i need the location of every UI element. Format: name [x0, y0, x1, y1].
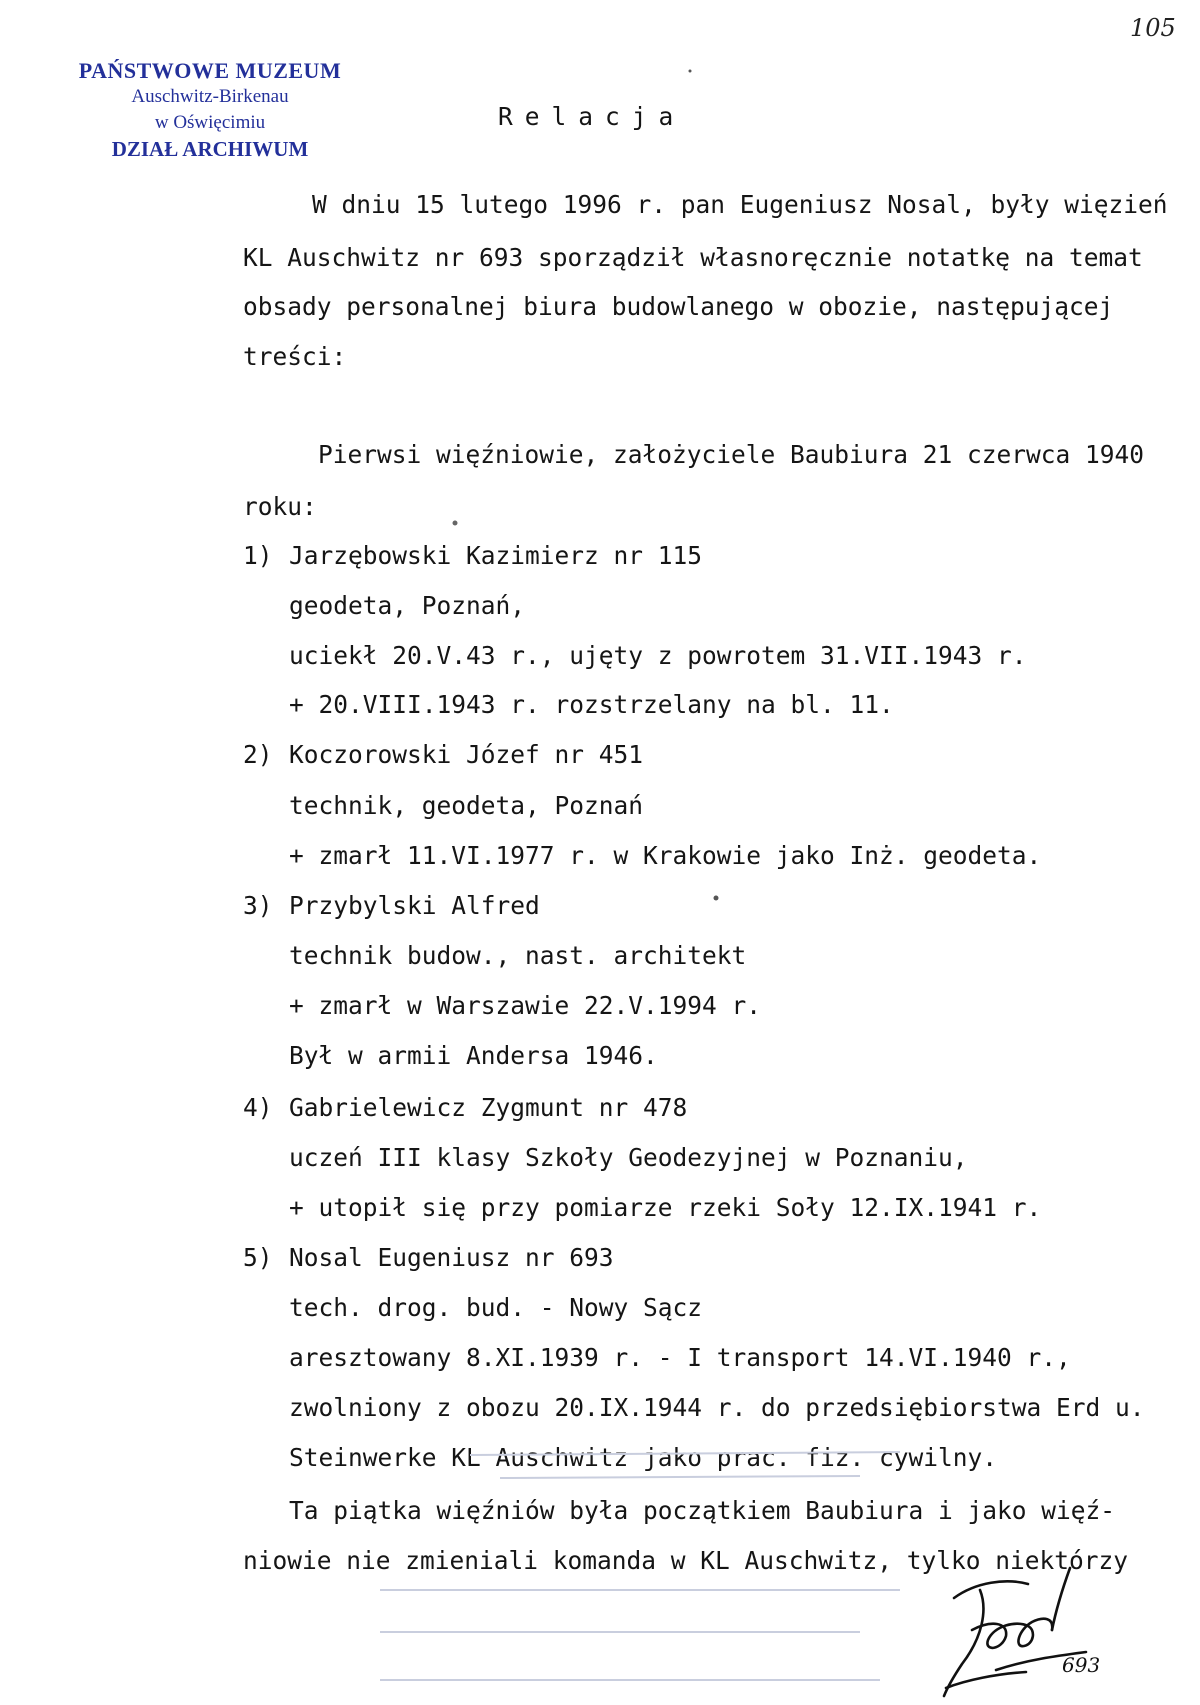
stamp-line-name: Auschwitz-Birkenau: [131, 86, 289, 107]
page-number: 105: [1130, 14, 1176, 42]
entry-name: Gabrielewicz Zygmunt nr 478: [289, 1093, 688, 1122]
intro-line: KL Auschwitz nr 693 sporządził własnoręcznie notatkę na temat: [243, 243, 1143, 272]
lead-line: Pierwsi więźniowie, założyciele Baubiura 21 czerwca 1940: [318, 440, 1145, 469]
entry-number: 1): [243, 541, 273, 570]
intro-line: W dniu 15 lutego 1996 r. pan Eugeniusz Nosal, były więzień: [312, 190, 1168, 219]
closing-line: Ta piątka więźniów była początkiem Baubiura i jako więź-: [289, 1496, 1116, 1525]
entry-name: Jarzębowski Kazimierz nr 115: [289, 541, 703, 570]
entry-detail: + utopił się przy pomiarze rzeki Soły 12.IX.1941 r.: [289, 1193, 1042, 1222]
entry-detail: zwolniony z obozu 20.IX.1944 r. do przedsiębiorstwa Erd u.: [289, 1393, 1145, 1422]
entry-detail: Był w armii Andersa 1946.: [289, 1041, 658, 1070]
stamp-line-city: w Oświęcimiu: [154, 112, 266, 133]
entry-number: 2): [243, 740, 273, 769]
entry-name: Nosal Eugeniusz nr 693: [289, 1243, 614, 1272]
entry-detail: technik budow., nast. architekt: [289, 941, 747, 970]
lead-line: roku:: [243, 492, 317, 521]
entry-number: 3): [243, 891, 273, 920]
entry-detail: uczeń III klasy Szkoły Geodezyjnej w Poznaniu,: [289, 1143, 968, 1172]
handwritten-signature: [936, 1560, 1106, 1700]
entry-detail: tech. drog. bud. - Nowy Sącz: [289, 1293, 703, 1322]
entry-detail: + 20.VIII.1943 r. rozstrzelany na bl. 11.: [289, 690, 894, 719]
entry-detail: Steinwerke KL Auschwitz jako prac. fiz. cywilny.: [289, 1443, 998, 1472]
stamp-line-department: DZIAŁ ARCHIWUM: [111, 137, 309, 161]
entry-detail: technik, geodeta, Poznań: [289, 791, 644, 820]
entry-name: Przybylski Alfred: [289, 891, 540, 920]
signature-number: 693: [1062, 1653, 1101, 1677]
entry-detail: + zmarł w Warszawie 22.V.1994 r.: [289, 991, 762, 1020]
document-title: Relacja: [498, 102, 686, 131]
entry-detail: aresztowany 8.XI.1939 r. - I transport 14.VI.1940 r.,: [289, 1343, 1071, 1372]
entry-detail: geodeta, Poznań,: [289, 591, 526, 620]
entry-detail: + zmarł 11.VI.1977 r. w Krakowie jako Inż. geodeta.: [289, 841, 1042, 870]
intro-line: obsady personalnej biura budowlanego w obozie, następującej: [243, 292, 1114, 321]
intro-line: treści:: [243, 342, 347, 371]
entry-number: 4): [243, 1093, 273, 1122]
entry-number: 5): [243, 1243, 273, 1272]
closing-line: niowie nie zmieniali komanda w KL Auschwitz, tylko niektórzy: [243, 1546, 1129, 1575]
stamp-line-museum: PAŃSTWOWE MUZEUM: [78, 58, 342, 83]
entry-detail: uciekł 20.V.43 r., ujęty z powrotem 31.VII.1943 r.: [289, 641, 1027, 670]
entry-name: Koczorowski Józef nr 451: [289, 740, 644, 769]
